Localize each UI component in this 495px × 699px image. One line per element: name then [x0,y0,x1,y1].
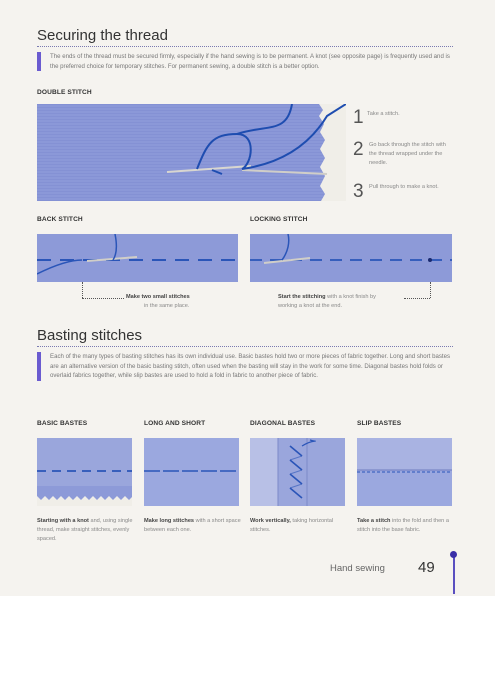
back-stitch-leader-horizontal [82,298,124,299]
long-and-short-photo [144,438,239,506]
intro-paragraph: The ends of the thread must be secured firmly, especially if the hand sewing is to be permanent. A knot (see opposite page) is frequently used and is the preferred choice for temporary stitches. For permanent sewing, a double stitch is a better option. [37,52,453,71]
heading-rule-2 [37,346,453,347]
diagonal-bastes-caption [250,517,340,535]
basic-bastes-caption-bold: Starting with a knot [37,518,89,524]
slip-bastes-caption-rest: into the fold and then a stitch into the base fabric. [357,518,449,533]
heading-rule [37,46,453,47]
locking-stitch-photo [250,234,452,282]
back-stitch-title: BACK STITCH [37,216,83,223]
step-2-number: 2 [353,139,364,160]
step-1-text: Take a stitch. [367,111,400,117]
step-2-text: Go back through the stitch with the thread wrapped under the needle. [369,142,446,166]
slip-bastes-title: SLIP BASTES [357,420,402,427]
heading-securing-the-thread: Securing the thread [37,27,168,44]
basic-bastes-photo [37,438,132,506]
double-stitch-photo [37,104,346,201]
back-stitch-caption [126,293,190,311]
back-stitch-photo [37,234,238,282]
basic-bastes-title: BASIC BASTES [37,420,88,427]
basic-bastes-caption [37,517,137,544]
basic-bastes-caption-rest: and, using single thread, make straight stitches, evenly spaced. [37,518,133,542]
back-stitch-caption-bold: Make two small stitches [126,294,190,300]
slip-bastes-caption-bold: Take a stitch [357,518,391,524]
heading-basting-stitches: Basting stitches [37,327,143,344]
back-stitch-leader-vertical [82,282,83,298]
locking-stitch-caption [278,293,404,311]
slip-bastes-photo [357,438,452,506]
step-3-text: Pull through to make a knot. [369,184,439,190]
footer-accent-dot [450,551,457,558]
step-3-number: 3 [353,181,364,202]
locking-stitch-caption-bold: Start the stitching [278,294,326,300]
diagonal-bastes-title: DIAGONAL BASTES [250,420,316,427]
page-number: 49 [418,559,435,576]
long-and-short-caption [144,517,244,535]
slip-bastes-caption [357,517,449,535]
locking-stitch-leader-vertical [430,282,431,298]
locking-stitch-title: LOCKING STITCH [250,216,308,223]
diagonal-bastes-caption-bold: Work vertically, [250,518,291,524]
footer-section-label: Hand sewing [330,563,385,574]
back-stitch-caption-rest: in the same place. [144,303,190,309]
basting-intro-paragraph: Each of the many types of basting stitches has its own individual use. Basic bastes hold two or more pieces of fabric together. Long and short bastes are an alternative version of the basic basting stitch, often used when the basting will stay in the work for some time. Diagonal bastes hold folds or overlaid fabrics together, while slip bastes are used to hold a fold in fabric to another piece of fabric. [37,352,453,381]
long-and-short-caption-bold: Make long stitches [144,518,195,524]
long-and-short-caption-rest: with a short space between each one. [144,518,241,533]
step-1-number: 1 [353,107,364,128]
footer-accent-bar [453,556,455,594]
locking-stitch-caption-rest2: working a knot at the end. [278,303,343,309]
double-stitch-title: DOUBLE STITCH [37,89,92,96]
locking-stitch-leader-horizontal [404,298,430,299]
diagonal-bastes-caption-rest: taking horizontal stitches. [250,518,334,533]
locking-stitch-caption-rest1: with a knot finish by [325,294,376,300]
diagonal-bastes-photo [250,438,345,506]
long-and-short-title: LONG AND SHORT [144,420,206,427]
